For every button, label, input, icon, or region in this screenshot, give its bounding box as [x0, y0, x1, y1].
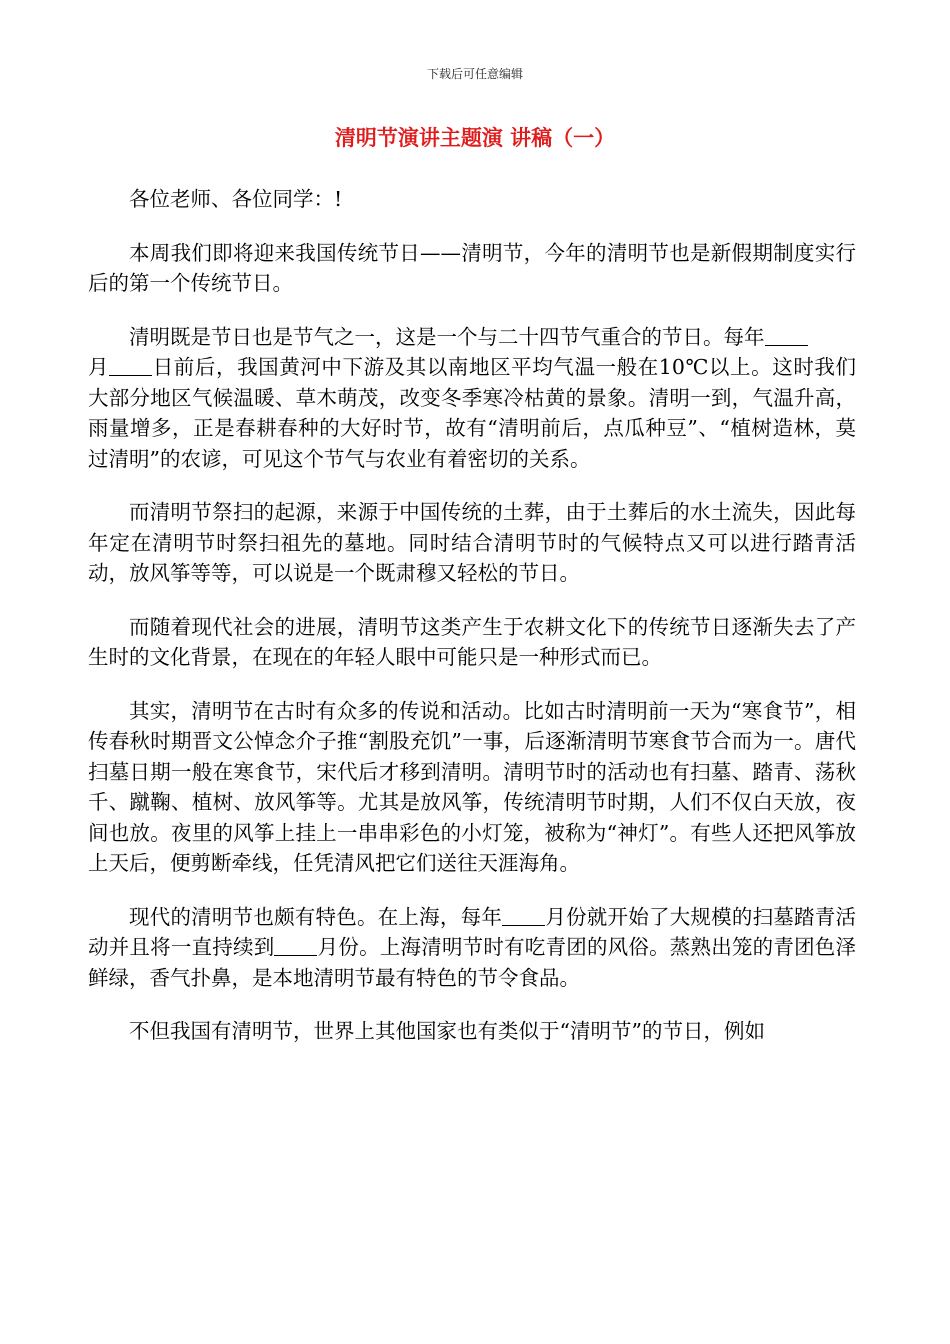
fill-in-blank: [765, 324, 808, 346]
paragraph: [88, 238, 856, 299]
paragraph: [88, 322, 856, 475]
paragraph: [88, 612, 856, 673]
document-title: 清明节演讲主题演 讲稿（一）: [334, 125, 616, 150]
page-header-note: 下载后可任意编辑: [426, 67, 523, 81]
paragraph-text: 月份。上海清明节时有吃青团的风俗。蒸熟出笼的青团色泽鲜绿，香气扑鼻，是本地清明节最有特色的节令食品。: [88, 935, 857, 990]
document-body: [88, 184, 856, 1070]
paragraph-text: 清明既是节日也是节气之一，这是一个与二十四节气重合的节日。每年: [129, 324, 765, 349]
paragraph-greeting: [88, 184, 856, 215]
fill-in-blank: [109, 355, 152, 377]
paragraph: [88, 902, 856, 994]
paragraph-text: 现代的清明节也颇有特色。在上海，每年: [129, 904, 503, 929]
paragraph-text: 本周我们即将迎来我国传统节日——清明节，今年的清明节也是新假期制度实行后的第一个传统节日。: [88, 240, 856, 295]
paragraph-text: 不但我国有清明节，世界上其他国家也有类似于“清明节”的节日，例如: [129, 1019, 765, 1043]
paragraph-text: 日前后，我国黄河中下游及其以南地区平均气温一般在10℃以上。这时我们大部分地区气候温暖、草木萌茂，改变冬季寒冷枯黄的景象。清明一到，气温升高，雨量增多，正是春耕春种的大好时节，故有“清明前后，点瓜种豆”、“植树造林，莫过清明”的农谚，可见这个节气与农业有着密切的关系。: [88, 355, 856, 471]
paragraph-text: 各位老师、各位同学：!: [129, 187, 343, 211]
paragraph-text: 月份就开始了大规模的扫墓踏青活动并且将一直持续到: [88, 904, 857, 959]
fill-in-blank: [502, 904, 545, 926]
paragraph: [88, 1016, 856, 1047]
paragraph: [88, 696, 856, 879]
paragraph: [88, 497, 856, 589]
paragraph-text: 而随着现代社会的进展，清明节这类产生于农耕文化下的传统节日逐渐失去了产生时的文化背景，在现在的年轻人眼中可能只是一种形式而已。: [88, 614, 856, 669]
paragraph-text: 月: [88, 355, 110, 379]
fill-in-blank: [274, 935, 317, 957]
paragraph-text: 其实，清明节在古时有众多的传说和活动。比如古时清明前一天为“寒食节”，相传春秋时期晋文公悼念介子推“割股充饥”一事，后逐渐清明节寒食节合而为一。唐代扫墓日期一般在寒食节，宋代后才移到清明。清明节时的活动也有扫墓、踏青、荡秋千、蹴鞠、植树、放风筝等。尤其是放风筝，传统清明节时期，人们不仅白天放，夜间也放。夜里的风筝上挂上一串串彩色的小灯笼，被称为“神灯”。有些人还把风筝放上天后，便剪断牵线，任凭清风把它们送往天涯海角。: [88, 698, 856, 875]
paragraph-text: 而清明节祭扫的起源，来源于中国传统的土葬，由于土葬后的水土流失，因此每年定在清明节时祭扫祖先的墓地。同时结合清明节时的气候特点又可以进行踏青活动，放风筝等等，可以说是一个既肃穆又轻松的节日。: [88, 500, 856, 585]
